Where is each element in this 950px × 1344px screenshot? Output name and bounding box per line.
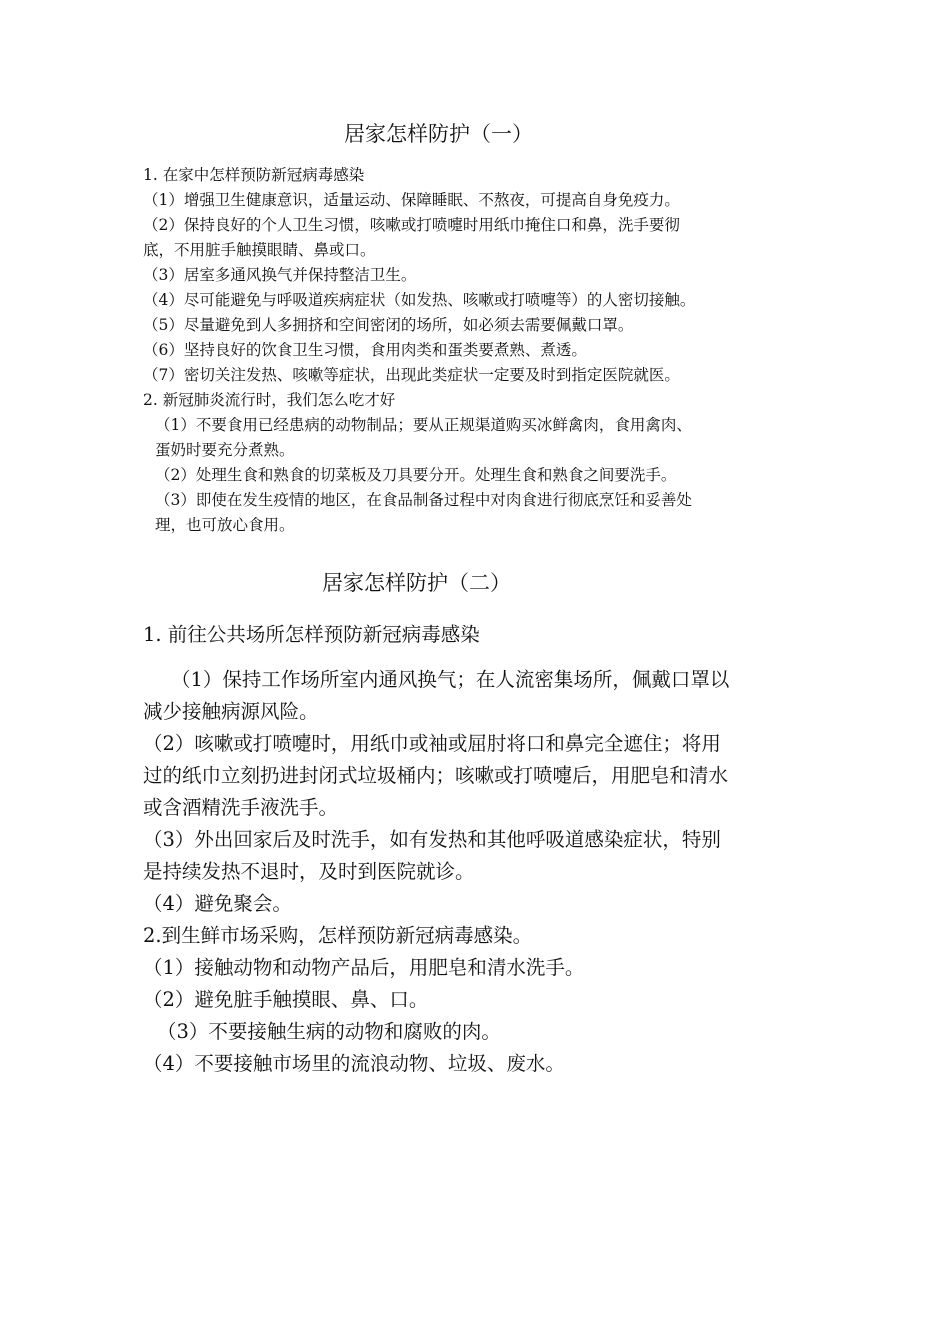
section2-line: （4）不要接触市场里的流浪动物、垃圾、废水。 bbox=[143, 1052, 565, 1075]
section1-line: （2）保持良好的个人卫生习惯，咳嗽或打喷嚏时用纸巾掩住口和鼻，洗手要彻 bbox=[143, 216, 680, 234]
section1-body bbox=[143, 163, 813, 538]
section1-line: （1）增强卫生健康意识，适量运动、保障睡眠、不熬夜，可提高自身免疫力。 bbox=[143, 191, 680, 209]
section2-line: （2）避免脏手触摸眼、鼻、口。 bbox=[143, 988, 429, 1011]
section1-line: （4）尽可能避免与呼吸道疾病症状（如发热、咳嗽或打喷嚏等）的人密切接触。 bbox=[143, 291, 696, 309]
section2-line: （3）外出回家后及时洗手，如有发热和其他呼吸道感染症状，特别 bbox=[143, 828, 721, 851]
section2-line: 或含酒精洗手液洗手。 bbox=[143, 796, 339, 819]
section2-line: （1）保持工作场所室内通风换气；在人流密集场所，佩戴口罩以 bbox=[171, 668, 730, 691]
section1-line: （7）密切关注发热、咳嗽等症状，出现此类症状一定要及时到指定医院就医。 bbox=[143, 366, 680, 384]
section1-line: 蛋奶时要充分煮熟。 bbox=[155, 441, 295, 459]
section2-item-heading: 1. 前往公共场所怎样预防新冠病毒感染 bbox=[143, 623, 480, 646]
section2-body bbox=[143, 621, 813, 1080]
section2-item-heading: 2.到生鲜市场采购，怎样预防新冠病毒感染。 bbox=[143, 924, 533, 947]
section1-line: 底，不用脏手触摸眼睛、鼻或口。 bbox=[143, 241, 376, 259]
section2-line: 过的纸巾立刻扔进封闭式垃圾桶内；咳嗽或打喷嚏后，用肥皂和清水 bbox=[143, 764, 729, 787]
section1-line: 理，也可放心食用。 bbox=[155, 516, 295, 534]
section1-item-heading: 2. 新冠肺炎流行时，我们怎么吃才好 bbox=[143, 391, 396, 409]
section1-title: 居家怎样防护（一） bbox=[344, 122, 533, 146]
section2-title: 居家怎样防护（二） bbox=[322, 571, 511, 595]
section2-line: （4）避免聚会。 bbox=[143, 892, 292, 915]
section1-line: （3）居室多通风换气并保持整洁卫生。 bbox=[143, 266, 417, 284]
section1-line: （2）处理生食和熟食的切菜板及刀具要分开。处理生食和熟食之间要洗手。 bbox=[155, 466, 677, 484]
section2-line: （2）咳嗽或打喷嚏时，用纸巾或袖或屈肘将口和鼻完全遮住；将用 bbox=[143, 732, 721, 755]
section1-line: （5）尽量避免到人多拥挤和空间密闭的场所，如必须去需要佩戴口罩。 bbox=[143, 316, 634, 334]
section2-line: 是持续发热不退时，及时到医院就诊。 bbox=[143, 860, 475, 883]
section2-line: 减少接触病源风险。 bbox=[143, 700, 319, 723]
section2-line: （1）接触动物和动物产品后，用肥皂和清水洗手。 bbox=[143, 956, 585, 979]
section1-line: （1）不要食用已经患病的动物制品；要从正规渠道购买冰鲜禽肉，食用禽肉、 bbox=[155, 416, 692, 434]
section1-line: （6）坚持良好的饮食卫生习惯，食用肉类和蛋类要煮熟、煮透。 bbox=[143, 341, 587, 359]
section2-line: （3）不要接触生病的动物和腐败的肉。 bbox=[157, 1020, 501, 1043]
section1-item-heading: 1. 在家中怎样预防新冠病毒感染 bbox=[143, 166, 365, 184]
section1-line: （3）即使在发生疫情的地区，在食品制备过程中对肉食进行彻底烹饪和妥善处 bbox=[155, 491, 692, 509]
